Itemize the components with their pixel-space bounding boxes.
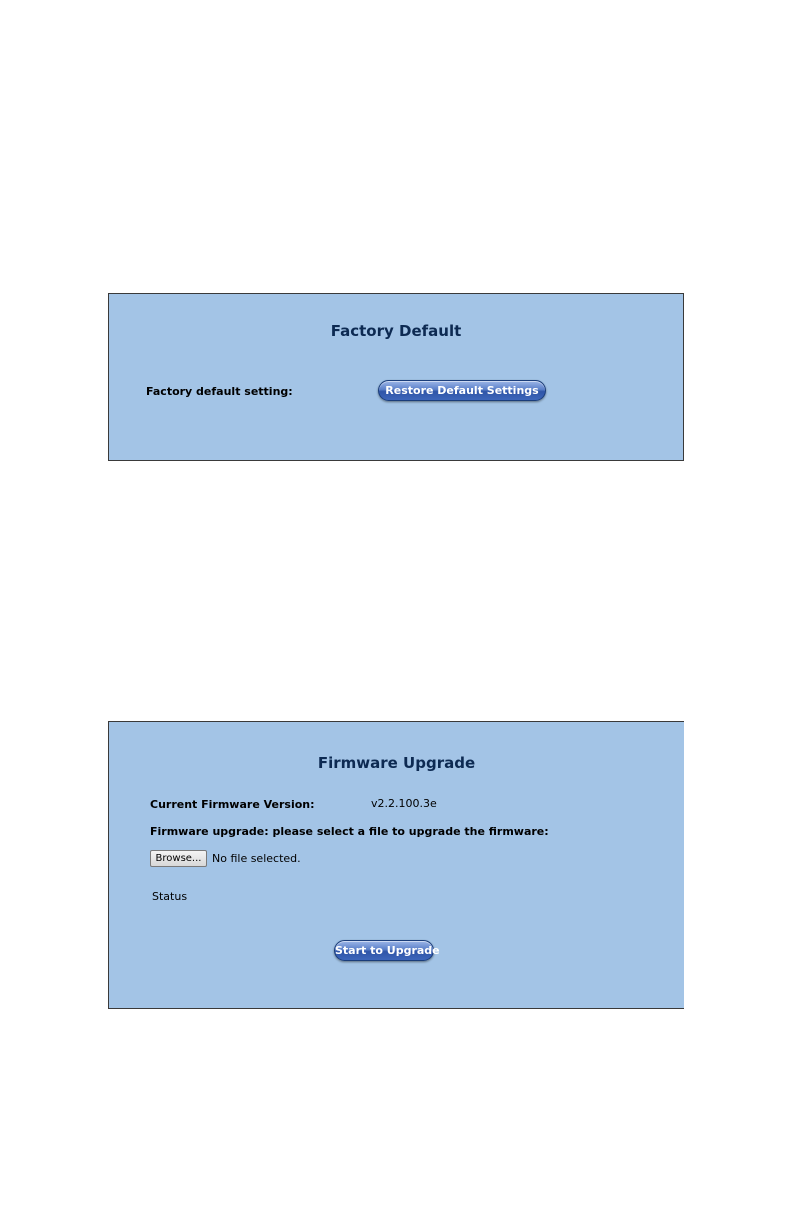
- factory-default-setting-label: Factory default setting:: [146, 385, 293, 398]
- browse-button[interactable]: Browse...: [150, 850, 207, 867]
- file-selection-status: No file selected.: [212, 852, 301, 865]
- firmware-upgrade-instruction: Firmware upgrade: please select a file to upgrade the firmware:: [150, 825, 549, 838]
- start-upgrade-button[interactable]: Start to Upgrade: [334, 940, 434, 961]
- factory-default-title: Factory Default: [330, 322, 462, 340]
- status-label: Status: [152, 890, 188, 903]
- restore-default-settings-button[interactable]: Restore Default Settings: [378, 380, 546, 401]
- current-firmware-version-label: Current Firmware Version:: [150, 798, 315, 811]
- current-firmware-version-value: v2.2.100.3e: [371, 797, 437, 810]
- firmware-upgrade-title: Firmware Upgrade: [317, 754, 476, 772]
- firmware-upgrade-panel: [108, 721, 684, 1009]
- factory-default-panel: [108, 293, 684, 461]
